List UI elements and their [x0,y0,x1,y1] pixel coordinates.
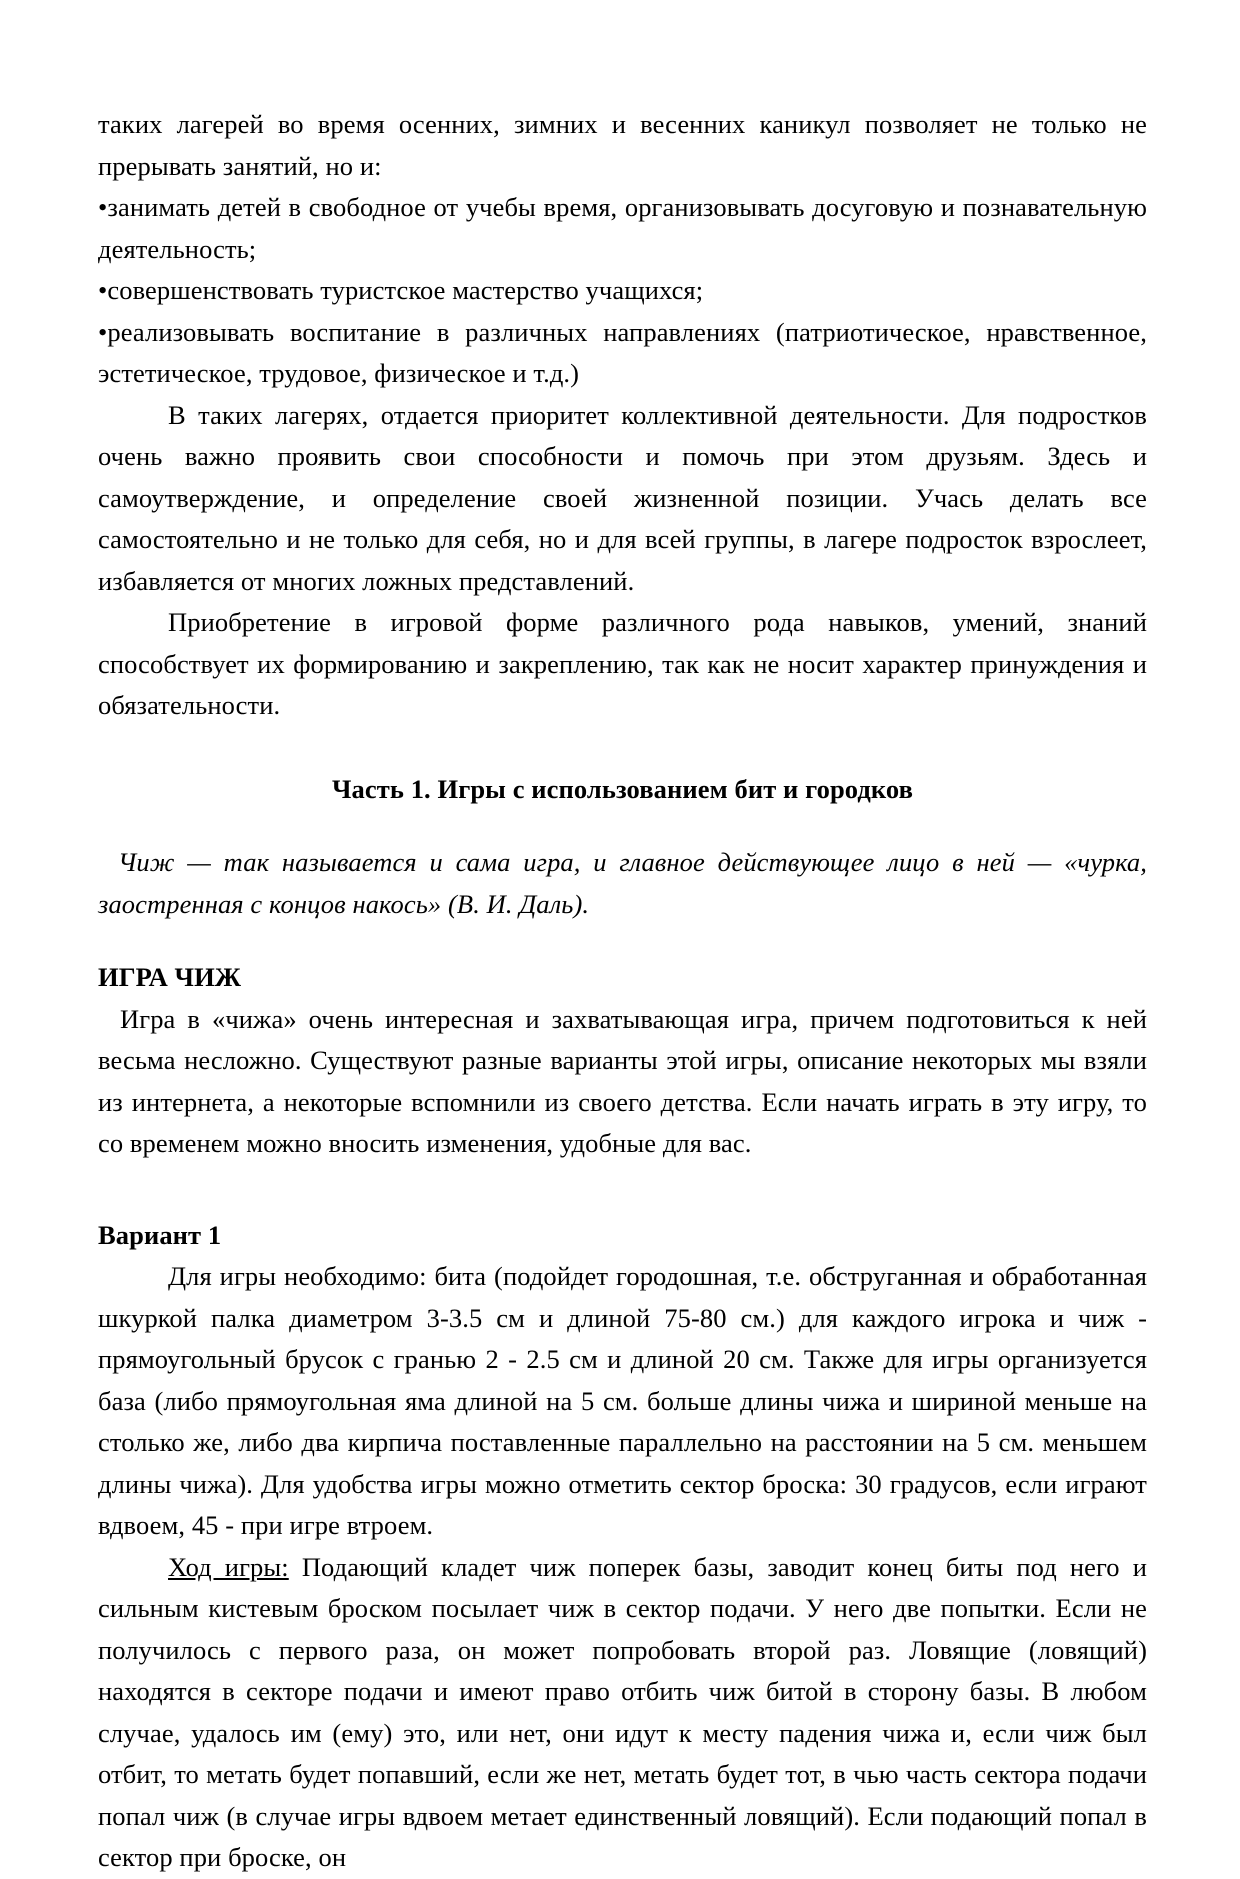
paragraph-skills-acquisition: Приобретение в игровой форме различного рода навыков, умений, знаний способствует их формированию и закреплению, так как не носит характер принуждения и обязательности. [98,607,1147,720]
bullet-item-2 [98,270,1147,312]
paragraph-variant-equipment: Для игры необходимо: бита (подойдет городошная, т.е. обструганная и обработанная шкуркой палка диаметром 3-3.5 см и длиной 75-80 см.) для каждого игрока и чиж - прямоугольный брусок с гранью 2 - 2.5 см и длиной 20 см. Также для игры организуется база (либо прямоугольная яма длиной на 5 см. больше длины чижа и шириной меньше на столько же, либо два кирпича поставленные параллельно на расстоянии на 5 см. меньшем длины чижа). Для удобства игры можно отметить сектор броска: 30 градусов, если играют вдвоем, 45 - при игре втроем. [98,1261,1147,1540]
game-heading: ИГРА ЧИЖ [98,962,242,992]
spacer-before-variant-heading [98,1165,1147,1215]
bullet-icon: • [98,275,108,305]
gameplay-label: Ход игры: [168,1551,289,1582]
bullet-item-1-label: занимать детей в свободное от учебы время, организовывать досуговую и познавательную деятельность; [98,192,1147,264]
spacer-after-part-heading [98,810,1147,842]
epigraph-dal-quote: Чиж — так называется и сама игра, и главное действующее лицо в ней — «чурка, заостренная с концов накось» (В. И. Даль). [98,847,1147,919]
spacer-before-part-heading [98,727,1147,769]
variant-heading: Вариант 1 [98,1219,222,1250]
text-column [98,104,1147,1879]
bullet-item-3-label: реализовывать воспитание в различных направлениях (патриотическое, нравственное, эстетическое, трудовое, физическое и т.д.) [98,316,1147,388]
paragraph-gameplay [98,1547,1147,1879]
gameplay-text: Подающий кладет чиж поперек базы, заводит конец биты под него и сильным кистевым броском посылает чиж в сектор подачи. У него две попытки. Если не получилось с первого раза, он может попробовать второй раз. Ловящие (ловящий) находятся в секторе подачи и имеют право отбить чиж битой в сторону базы. В любом случае, удалось им (ему) это, или нет, они идут к месту падения чижа и, если чиж был отбит, то метать будет попавший, если же нет, метать будет тот, в чью часть сектора подачи попал чиж (в случае игры вдвоем метает единственный ловящий). Если подающий попал в сектор при броске, он [98,1551,1147,1872]
part-heading: Часть 1. Игры с использованием бит и городков [331,773,914,804]
paragraph-collective-activity: В таких лагерях, отдается приоритет коллективной деятельности. Для подростков очень важно проявить свои способности и помочь при этом друзьям. Здесь и самоутверждение, и определение своей жизненной позиции. Учась делать все самостоятельно и не только для себя, но и для всей группы, в лагере подросток взрослеет, избавляется от многих ложных представлений. [98,399,1147,596]
spacer-before-game-heading [98,925,1147,957]
paragraph-continuation: таких лагерей во время осенних, зимних и весенних каникул позволяет не только не прерывать занятий, но и: [98,109,1147,181]
bullet-icon: • [98,192,108,222]
paragraph-game-intro: Игра в «чижа» очень интересная и захватывающая игра, причем подготовиться к ней весьма несложно. Существуют разные варианты этой игры, описание некоторых мы взяли из интернета, а некоторые вспомнили из своего детства. Если начать играть в эту игру, то со временем можно вносить изменения, удобные для вас. [98,1003,1147,1158]
bullet-item-2-label: совершенствовать туристское мастерство учащихся; [107,275,704,305]
bullet-item-3 [98,312,1147,395]
bullet-item-1 [98,187,1147,270]
bullet-icon: • [98,316,108,347]
